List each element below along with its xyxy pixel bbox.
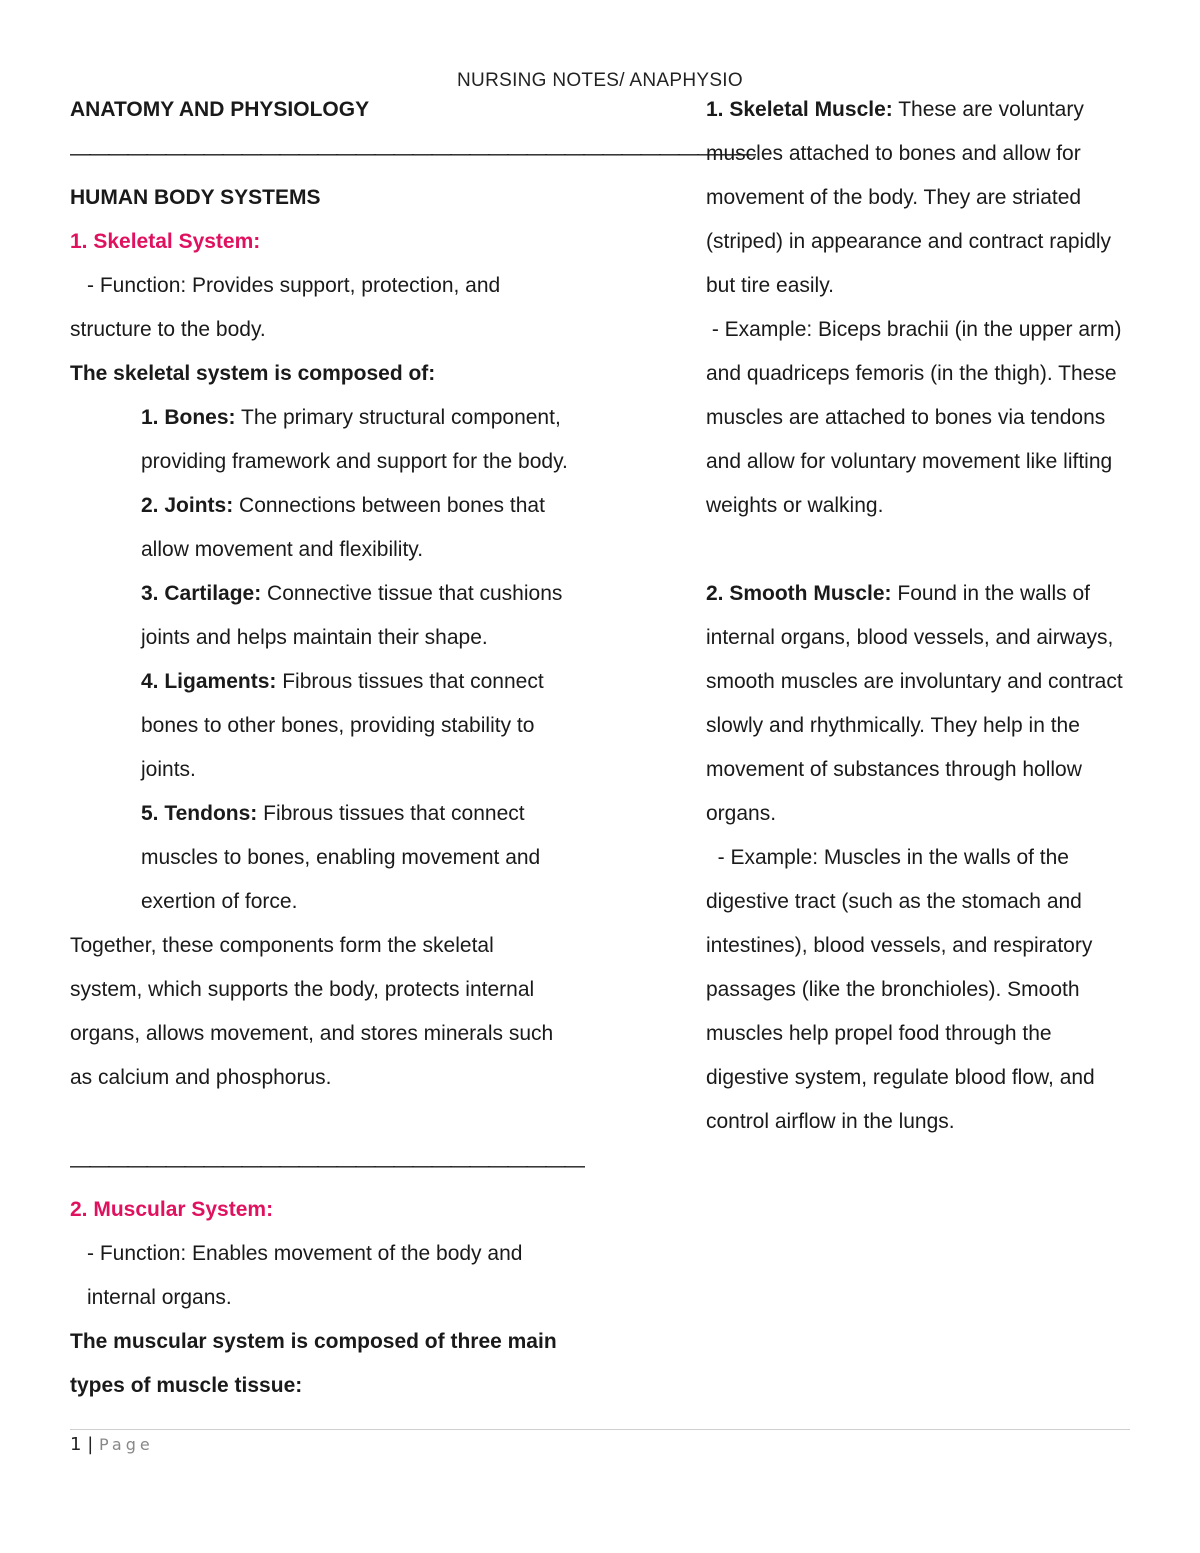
skeletal-muscle-text: These are voluntary muscles attached to bones and allow for movement of the body. They are striated (striped) in appearance and contract rapidly but tire easily.: [706, 98, 1112, 297]
item-label: 5. Tendons:: [141, 802, 258, 825]
skeletal-muscle-example: - Example: Biceps brachii (in the upper arm) and quadriceps femoris (in the thigh). These muscles are attached to bones via tendons and allow for voluntary movement like lifting weights or walking.: [706, 318, 1128, 517]
skeletal-function-line2: structure to the body.: [70, 318, 266, 341]
skeletal-system-heading: 1. Skeletal System:: [70, 230, 261, 253]
right-column: [706, 88, 1136, 1144]
item-text: Fibrous tissues that connect bones to other bones, providing stability to joints.: [141, 670, 544, 781]
horizontal-rule: ———————————————————————————: [70, 1154, 583, 1177]
skeletal-item-cartilage: [70, 572, 570, 660]
skeletal-item-joints: [70, 484, 570, 572]
muscular-system-heading: 2. Muscular System:: [70, 1198, 274, 1221]
item-text: The primary structural component, providing framework and support for the body.: [141, 406, 568, 473]
skeletal-item-ligaments: [70, 660, 570, 792]
item-label: 2. Joints:: [141, 494, 234, 517]
item-text: Connections between bones that allow movement and flexibility.: [141, 494, 545, 561]
item-text: Connective tissue that cushions joints and helps maintain their shape.: [141, 582, 563, 649]
page-number: 1: [70, 1434, 82, 1455]
skeletal-function-line1: - Function: Provides support, protection, and: [87, 274, 501, 297]
smooth-muscle-example: - Example: Muscles in the walls of the digestive tract (such as the stomach and intestines), blood vessels, and respiratory passages (like the bronchioles). Smooth muscles help propel food through the digestive system, regulate blood flow, and control airflow in the lungs.: [706, 846, 1101, 1133]
page-label: Page: [99, 1435, 154, 1454]
skeletal-item-bones: [70, 396, 570, 484]
smooth-muscle-text: Found in the walls of internal organs, blood vessels, and airways, smooth muscles are involuntary and contract slowly and rhythmically. They help in the movement of substances through hollow organs.: [706, 582, 1123, 825]
muscular-function: - Function: Enables movement of the body and internal organs.: [87, 1242, 523, 1309]
left-column: [70, 88, 754, 1408]
horizontal-rule: ————————————————————————————————————: [70, 142, 754, 165]
skeletal-summary: Together, these components form the skeletal system, which supports the body, protects internal organs, allows movement, and stores minerals such as calcium and phosphorus.: [70, 934, 554, 1089]
item-label: 4. Ligaments:: [141, 670, 277, 693]
smooth-muscle-paragraph: [706, 572, 1136, 836]
skeletal-muscle-paragraph: [706, 88, 1136, 308]
footer-divider: [70, 1429, 1130, 1430]
item-label: 1. Bones:: [141, 406, 236, 429]
skeletal-composed-heading: The skeletal system is composed of:: [70, 362, 436, 385]
spacer: [706, 528, 1136, 572]
spacer: [70, 1100, 570, 1144]
muscular-composed-heading: The muscular system is composed of three main types of muscle tissue:: [70, 1330, 557, 1397]
skeletal-muscle-label: 1. Skeletal Muscle:: [706, 98, 893, 121]
skeletal-item-tendons: [70, 792, 570, 924]
smooth-muscle-label: 2. Smooth Muscle:: [706, 582, 892, 605]
footer-separator: |: [87, 1434, 94, 1455]
document-title: ANATOMY AND PHYSIOLOGY: [70, 98, 370, 121]
page-header: NURSING NOTES/ ANAPHYSIO: [457, 70, 743, 91]
section-title: HUMAN BODY SYSTEMS: [70, 186, 321, 209]
page-footer: [70, 1434, 154, 1455]
item-label: 3. Cartilage:: [141, 582, 262, 605]
item-text: Fibrous tissues that connect muscles to bones, enabling movement and exertion of force.: [141, 802, 541, 913]
